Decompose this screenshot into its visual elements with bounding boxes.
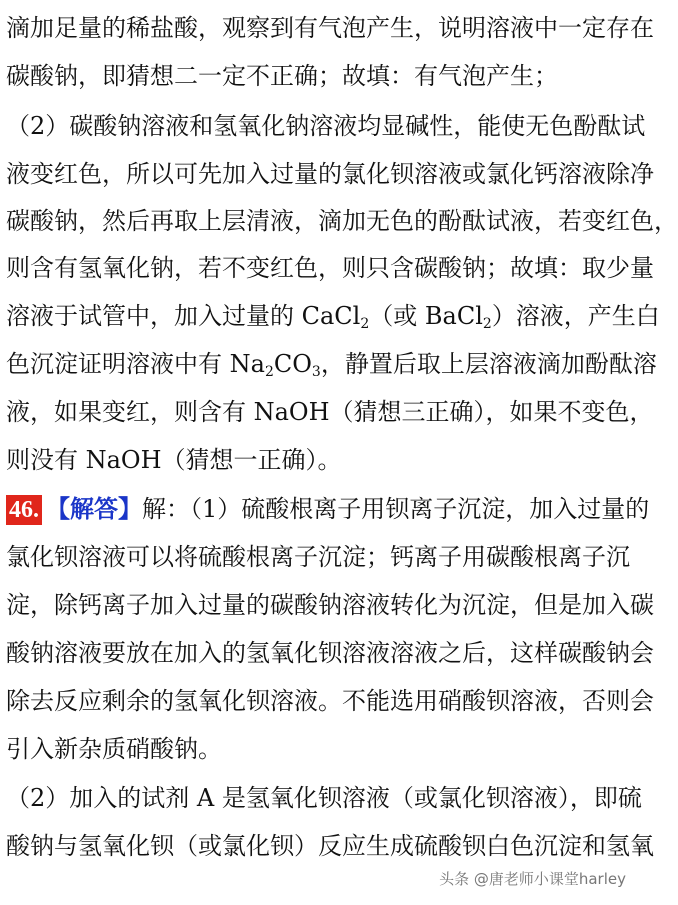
answer-line: 除去反应剩余的氢氧化钡溶液。不能选用硝酸钡溶液，否则会 (6, 687, 654, 715)
answer-line: 酸钠与氢氧化钡（或氯化钡）反应生成硫酸钡白色沉淀和氢氧 (6, 832, 654, 860)
question-number-badge: 46. (6, 495, 42, 525)
answer-first-line: 解：（1）硫酸根离子用钡离子沉淀，加入过量的 (142, 495, 650, 523)
text-line-8: 色沉淀证明溶液中有 $Na_2CO_3$，静置后取上层溶液滴加酚酞溶 (6, 350, 657, 380)
text-line-9: 液，如果变红，则含有 NaOH（猜想三正确），如果不变色， (6, 398, 654, 426)
text-line-4: 液变红色，所以可先加入过量的氯化钡溶液或氯化钙溶液除净 (6, 160, 654, 188)
answer-line: 酸钠溶液要放在加入的氢氧化钡溶液溶液之后，这样碳酸钠会 (6, 639, 654, 667)
answer-line: 引入新杂质硝酸钠。 (6, 735, 222, 763)
answer-line: 氯化钡溶液可以将硫酸根离子沉淀；钙离子用碳酸根离子沉 (6, 543, 630, 571)
answer-line: 淀，除钙离子加入过量的碳酸钠溶液转化为沉淀，但是加入碳 (6, 591, 654, 619)
question-46-header (6, 493, 650, 525)
text-line-10: 则没有 NaOH（猜想一正确）。 (6, 446, 342, 474)
watermark: 头条 @唐老师小课堂harley (439, 870, 626, 888)
text-line-3: （2）碳酸钠溶液和氢氧化钠溶液均显碱性，能使无色酚酞试 (6, 112, 646, 140)
text-line-6: 则含有氢氧化钠，若不变红色，则只含碳酸钠；故填：取少量 (6, 254, 654, 282)
answer-line: （2）加入的试剂 A 是氢氧化钡溶液（或氯化钡溶液），即硫 (6, 784, 642, 812)
text-line-2: 碳酸钠，即猜想二一定不正确；故填：有气泡产生； (6, 62, 558, 90)
answer-tag: 【解答】 (46, 494, 142, 523)
text-line-5: 碳酸钠，然后再取上层清液，滴加无色的酚酞试液，若变红色， (6, 207, 678, 235)
text-line-7: 溶液于试管中，加入过量的 CaCl$_2$（或 BaCl$_2$）溶液，产生白 (6, 302, 660, 332)
text-line-1: 滴加足量的稀盐酸，观察到有气泡产生，说明溶液中一定存在 (6, 14, 654, 42)
